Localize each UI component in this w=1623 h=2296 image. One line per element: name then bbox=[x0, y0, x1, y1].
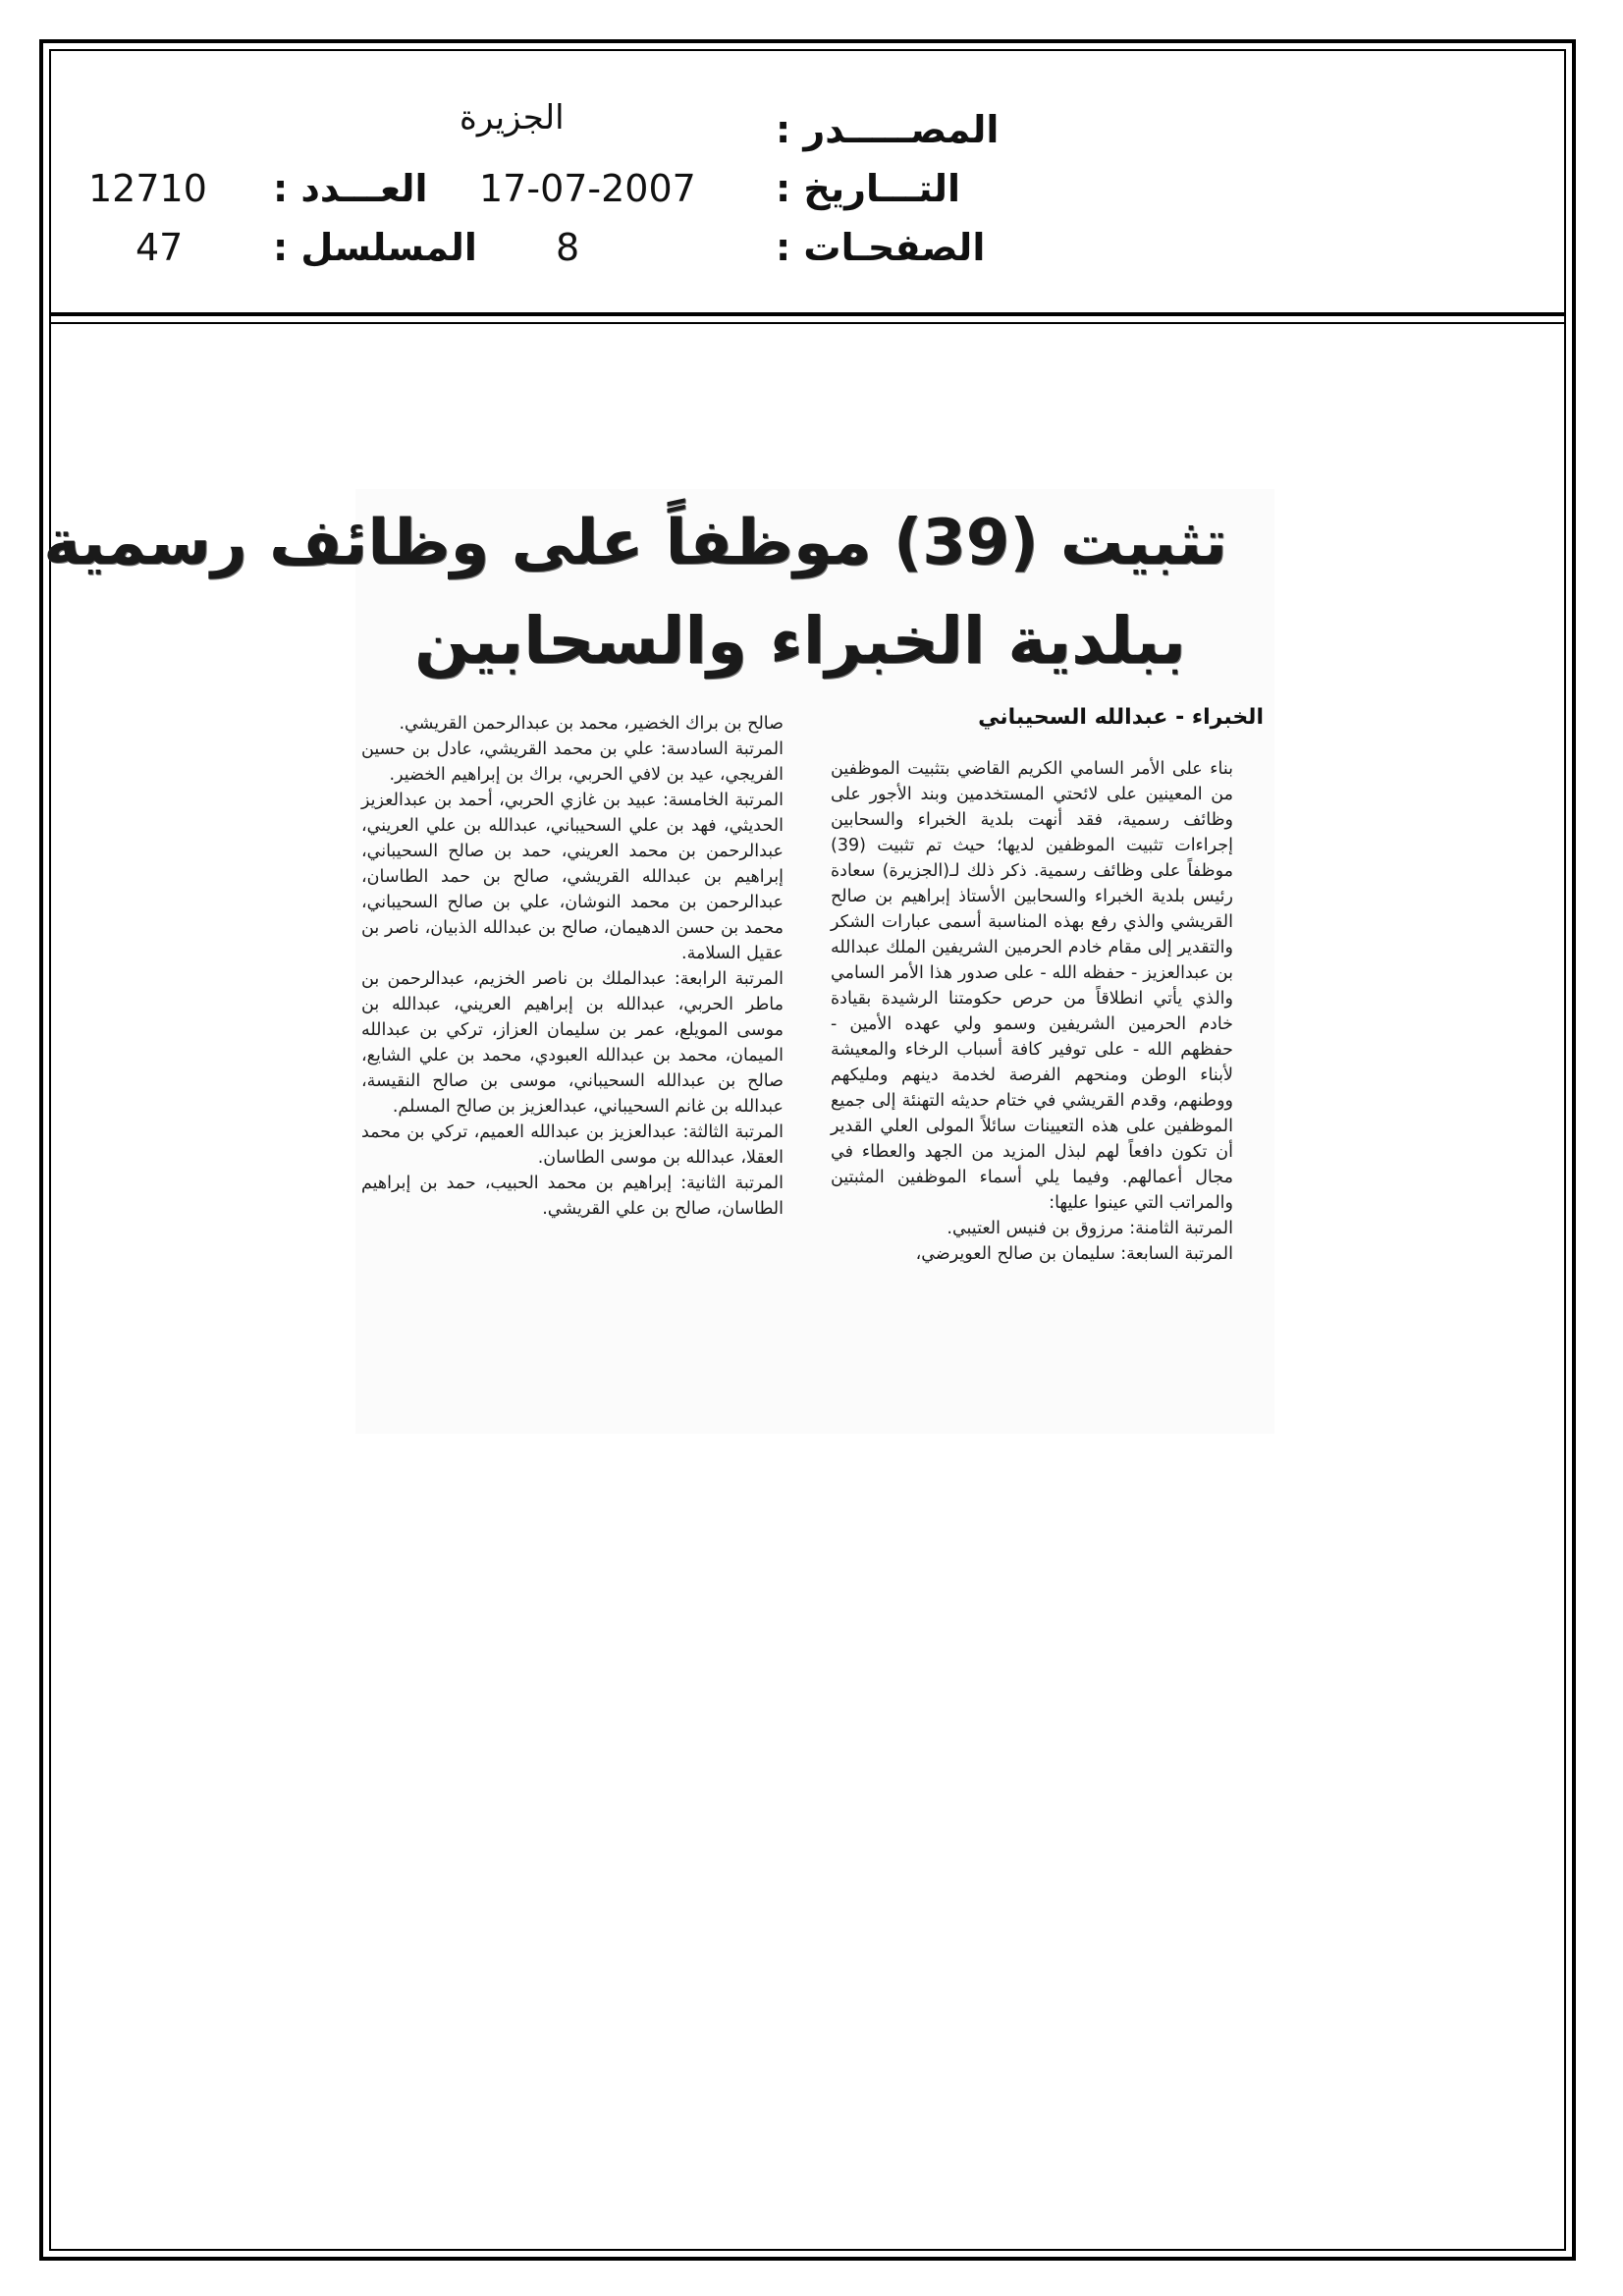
paragraph: المرتبة الرابعة: عبدالملك بن ناصر الخزيم، عبدالرحمن بن ماطر الحربي، عبدالله بن إبراهيم العريني، عبدالله بن موسى المويلع، عمر بن سليمان العزاز، تركي بن عبدالله الميمان، محمد بن عبدالله العبودي، محمد بن علي الشايع، صالح بن عبدالله السحيباني، موسى بن صالح النقيسة، عبدالله بن غانم السحيباني، عبدالعزيز بن صالح المسلم. bbox=[361, 969, 784, 1117]
issue-value: 12710 bbox=[88, 167, 207, 210]
paragraph: المرتبة الثامنة: مرزوق بن فنيس العتيبي. bbox=[947, 1219, 1233, 1238]
paragraph: المرتبة السابعة: سليمان بن صالح العويرضي، bbox=[915, 1244, 1233, 1264]
paragraph: المرتبة السادسة: علي بن محمد القريشي، عادل بن حسين الفريجي، عيد بن لافي الحربي، براك بن إبراهيم الخضير. bbox=[361, 739, 784, 785]
pages-value: 8 bbox=[556, 226, 580, 269]
headline-line-2: ببلدية الخبراء والسحابين bbox=[414, 603, 1186, 679]
source-label: المصـــــدر : bbox=[776, 108, 1000, 151]
paragraph: بناء على الأمر السامي الكريم القاضي بتثبيت الموظفين من المعينين على لائحتي المستخدمين وبند الأجور على وظائف رسمية، فقد أنهت بلدية الخبراء والسحابين إجراءات تثبيت الموظفين لديها؛ حيث تم تثبيت (39) موظفاً على وظائف رسمية. ذكر ذلك لـ(الجزيرة) سعادة رئيس بلدية الخبراء والسحابين الأستاذ إبراهيم بن صالح القريشي والذي رفع بهذه المناسبة أسمى عبارات الشكر والتقدير إلى مقام خادم الحرمين الشريفين الملك عبدالله بن عبدالعزيز - حفظه الله - على صدور هذا الأمر السامي والذي يأتي انطلاقاً من حرص حكومتنا الرشيدة بقيادة خادم الحرمين الشريفين وسمو ولي عهده الأمين - حفظهم الله - على توفير كافة أسباب الرخاء والمعيشة لأبناء الوطن ومنحهم الفرصة لخدمة دينهم ومليكهم ووطنهم، وقدم القريشي في ختام حديثه التهنئة إلى جميع الموظفين على هذه التعيينات سائلاً المولى العلي القدير أن تكون دافعاً لهم لبذل المزيد من الجهد والعطاء في مجال أعمالهم. وفيما يلي أسماء الموظفين المثبتين والمراتب التي عينوا عليها: bbox=[831, 759, 1233, 1213]
paragraph: المرتبة الثالثة: عبدالعزيز بن عبدالله العميم، تركي بن محمد العقلا، عبدالله بن موسى الطاسان. bbox=[361, 1122, 784, 1168]
issue-label: العـــدد : bbox=[273, 167, 428, 210]
date-value: 17-07-2007 bbox=[479, 167, 696, 210]
serial-label: المسلسل : bbox=[273, 226, 477, 269]
pages-label: الصفحـات : bbox=[776, 226, 986, 269]
article-column-right bbox=[831, 756, 1233, 1267]
paragraph: صالح بن براك الخضير، محمد بن عبدالرحمن القريشي. bbox=[399, 714, 784, 734]
paragraph: المرتبة الخامسة: عبيد بن غازي الحربي، أحمد بن عبدالعزيز الحديثي، فهد بن علي السحيباني، عبدالله بن علي العريني، عبدالرحمن بن محمد العريني، حمد بن صالح السحيباني، إبراهيم بن عبدالله القريشي، صالح بن حمد الطاسان، عبدالرحمن بن محمد النوشان، علي بن صالح السحيباني، محمد بن حسن الدهيمان، صالح بن عبدالله الذبيان، ناصر بن عقيل السلامة. bbox=[361, 791, 784, 963]
byline: الخبراء - عبدالله السحيباني bbox=[978, 705, 1264, 730]
header-divider-thin bbox=[49, 322, 1566, 324]
headline-line-1: تثبيت (39) موظفاً على وظائف رسمية bbox=[43, 507, 1227, 579]
article-column-left bbox=[361, 711, 784, 1222]
serial-value: 47 bbox=[135, 226, 184, 269]
paragraph: المرتبة الثانية: إبراهيم بن محمد الحبيب، حمد بن إبراهيم الطاسان، صالح بن علي القريشي. bbox=[361, 1174, 784, 1219]
header-divider bbox=[49, 312, 1566, 316]
source-value: الجزيرة bbox=[460, 98, 565, 137]
date-label: التـــاريخ : bbox=[776, 167, 960, 210]
